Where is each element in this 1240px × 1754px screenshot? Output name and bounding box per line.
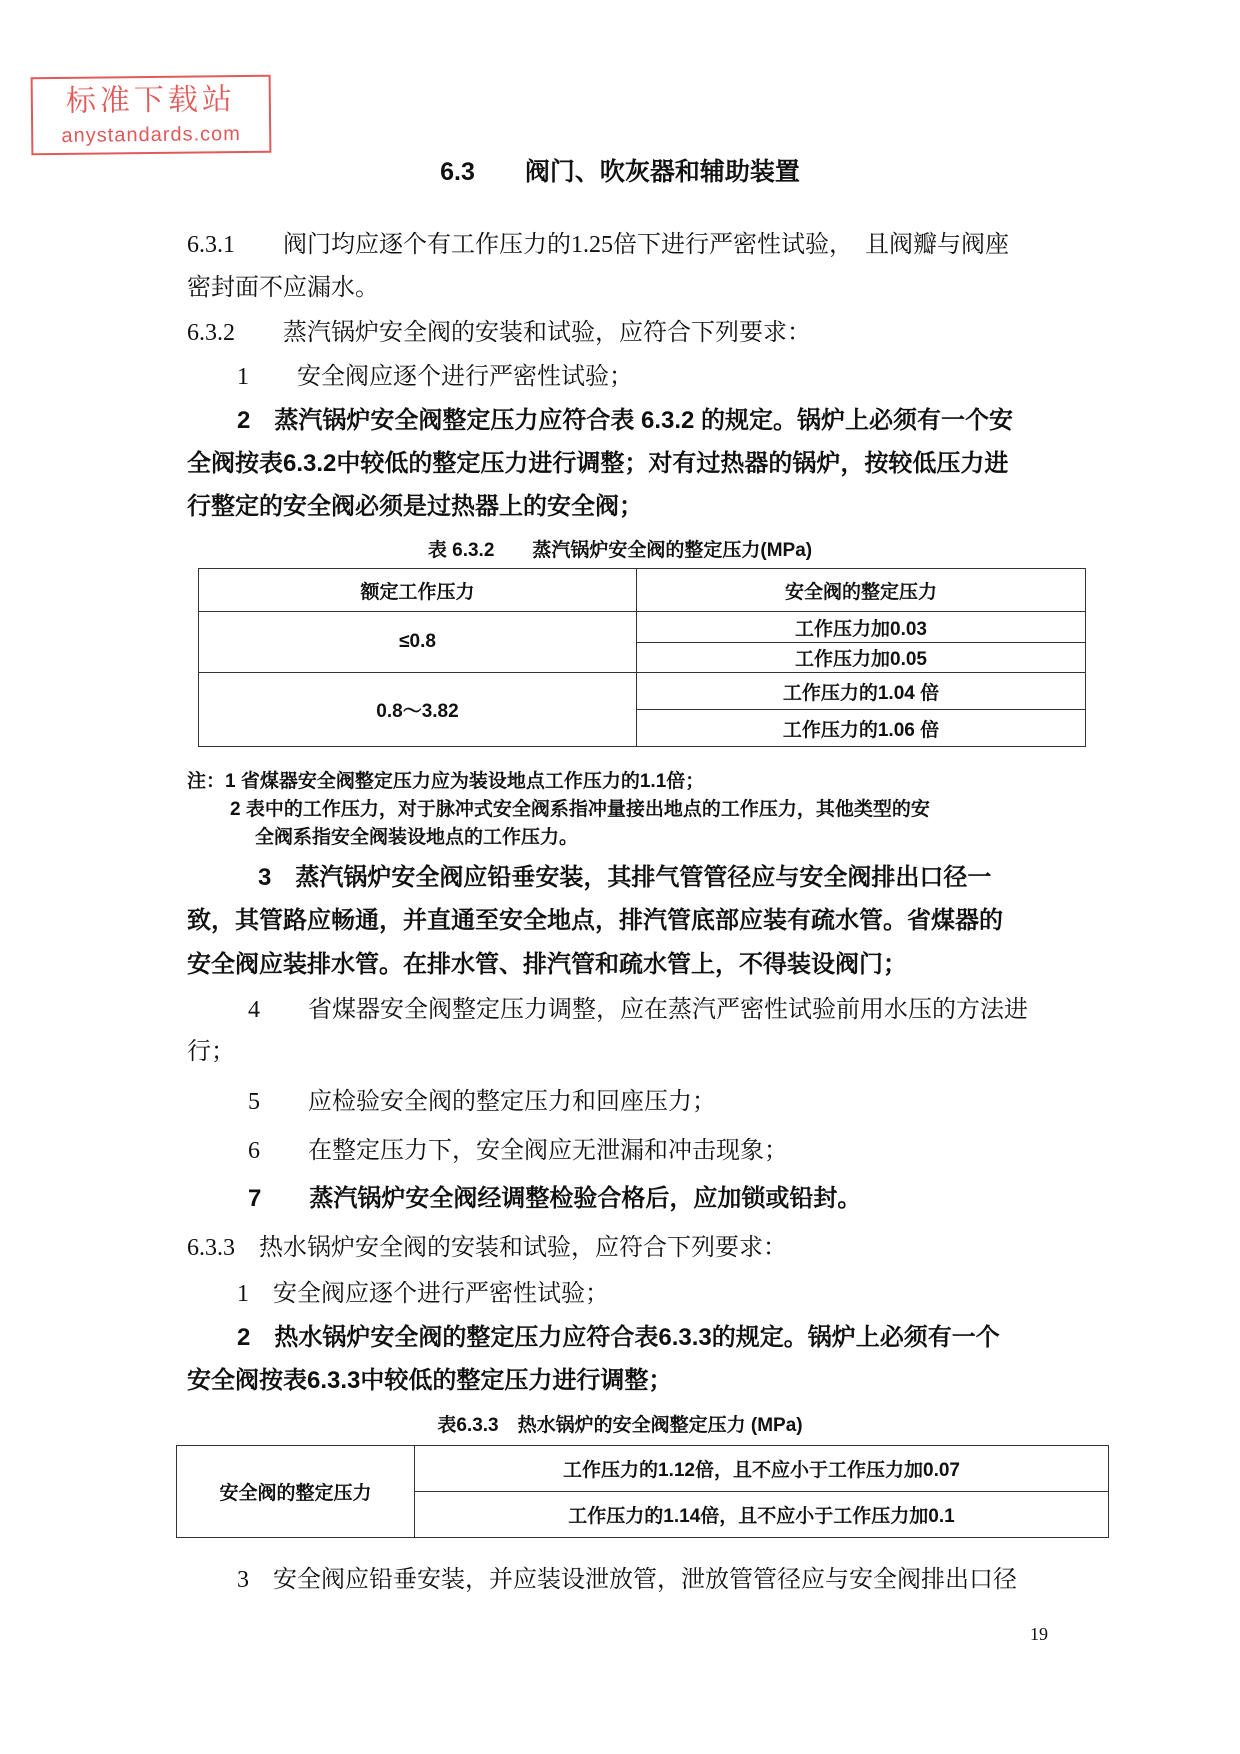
- clause-632-item7: 7 蒸汽锅炉安全阀经调整检验合格后，应加锁或铅封。: [248, 1185, 862, 1212]
- table-632-note1: 注：1 省煤器安全阀整定压力应为装设地点工作压力的1.1倍；: [187, 771, 705, 792]
- table-632-note2-cont: 全阀系指安全阀装设地点的工作压力。: [255, 827, 579, 848]
- table-row: [199, 569, 1086, 612]
- table-cell-setting: 工作压力的1.04 倍: [637, 673, 1086, 710]
- table-632-note2: 2 表中的工作压力，对于脉冲式安全阀系指冲量接出地点的工作压力，其他类型的安: [230, 799, 930, 820]
- section-heading: 6.3 阀门、吹灰器和辅助装置: [440, 158, 800, 186]
- table-header-cell: 安全阀的整定压力: [637, 569, 1086, 612]
- table-632-caption: 表 6.3.2 蒸汽锅炉安全阀的整定压力(MPa): [427, 540, 813, 561]
- clause-632-item6: 6 在整定压力下，安全阀应无泄漏和冲击现象；: [248, 1138, 788, 1164]
- stamp-site: anystandards.com: [61, 123, 242, 147]
- clause-631-line2: 密封面不应漏水。: [187, 275, 379, 301]
- table-cell-setting: 工作压力的1.14倍，且不应小于工作压力加0.1: [415, 1492, 1109, 1538]
- table-cell-label: 安全阀的整定压力: [177, 1446, 415, 1538]
- clause-633-item3: 3 安全阀应铅垂安装，并应装设泄放管，泄放管管径应与安全阀排出口径: [237, 1567, 1017, 1593]
- stamp-title: 标准下载站: [65, 82, 237, 119]
- clause-632-item3-line2: 致，其管路应畅通，并直通至安全地点，排汽管底部应装有疏水管。省煤器的: [187, 907, 1003, 934]
- clause-632-item5: 5 应检验安全阀的整定压力和回座压力；: [248, 1089, 716, 1115]
- table-cell-setting: 工作压力的1.06 倍: [637, 710, 1086, 747]
- table-row: [199, 612, 1086, 643]
- table-row: [199, 673, 1086, 710]
- clause-632-item2-line2: 全阀按表6.3.2中较低的整定压力进行调整；对有过热器的锅炉，按较低压力进: [187, 450, 1009, 477]
- clause-631-line1: 6.3.1 阀门均应逐个有工作压力的1.25倍下进行严密性试验， 且阀瓣与阀座: [187, 232, 1009, 258]
- table-header-cell: 额定工作压力: [199, 569, 637, 612]
- table-cell-rated: 0.8～3.82: [199, 673, 637, 747]
- clause-633-item2-line1: 2 热水锅炉安全阀的整定压力应符合表6.3.3的规定。锅炉上必须有一个: [237, 1324, 1000, 1351]
- clause-632-item1: 1 安全阀应逐个进行严密性试验；: [237, 364, 633, 390]
- clause-632-item4-line2: 行；: [187, 1039, 235, 1065]
- page-number: 19: [1030, 1624, 1048, 1644]
- clause-633-title: 6.3.3 热水锅炉安全阀的安装和试验，应符合下列要求：: [187, 1235, 787, 1261]
- table-cell-setting: 工作压力的1.12倍，且不应小于工作压力加0.07: [415, 1446, 1109, 1492]
- table-cell-setting: 工作压力加0.03: [637, 612, 1086, 643]
- table-row: [177, 1446, 1109, 1492]
- clause-633-item2-line2: 安全阀按表6.3.3中较低的整定压力进行调整；: [187, 1367, 673, 1394]
- clause-632-item3-line3: 安全阀应装排水管。在排水管、排汽管和疏水管上，不得装设阀门；: [187, 951, 907, 978]
- table-633: [176, 1445, 1109, 1538]
- clause-633-item1: 1 安全阀应逐个进行严密性试验；: [237, 1281, 609, 1307]
- table-632: [198, 568, 1086, 747]
- clause-632-item3-line1: 3 蒸汽锅炉安全阀应铅垂安装，其排气管管径应与安全阀排出口径一: [258, 864, 992, 891]
- table-cell-setting: 工作压力加0.05: [637, 643, 1086, 673]
- clause-632-item2-line3: 行整定的安全阀必须是过热器上的安全阀；: [187, 493, 643, 520]
- clause-632-item2-line1: 2 蒸汽锅炉安全阀整定压力应符合表 6.3.2 的规定。锅炉上必须有一个安: [237, 407, 1014, 434]
- table-633-caption: 表6.3.3 热水锅炉的安全阀整定压力 (MPa): [437, 1415, 803, 1436]
- table-cell-rated: ≤0.8: [199, 612, 637, 673]
- clause-632-title: 6.3.2 蒸汽锅炉安全阀的安装和试验，应符合下列要求：: [187, 320, 811, 346]
- site-stamp: [31, 75, 272, 156]
- clause-632-item4-line1: 4 省煤器安全阀整定压力调整，应在蒸汽严密性试验前用水压的方法进: [248, 997, 1028, 1023]
